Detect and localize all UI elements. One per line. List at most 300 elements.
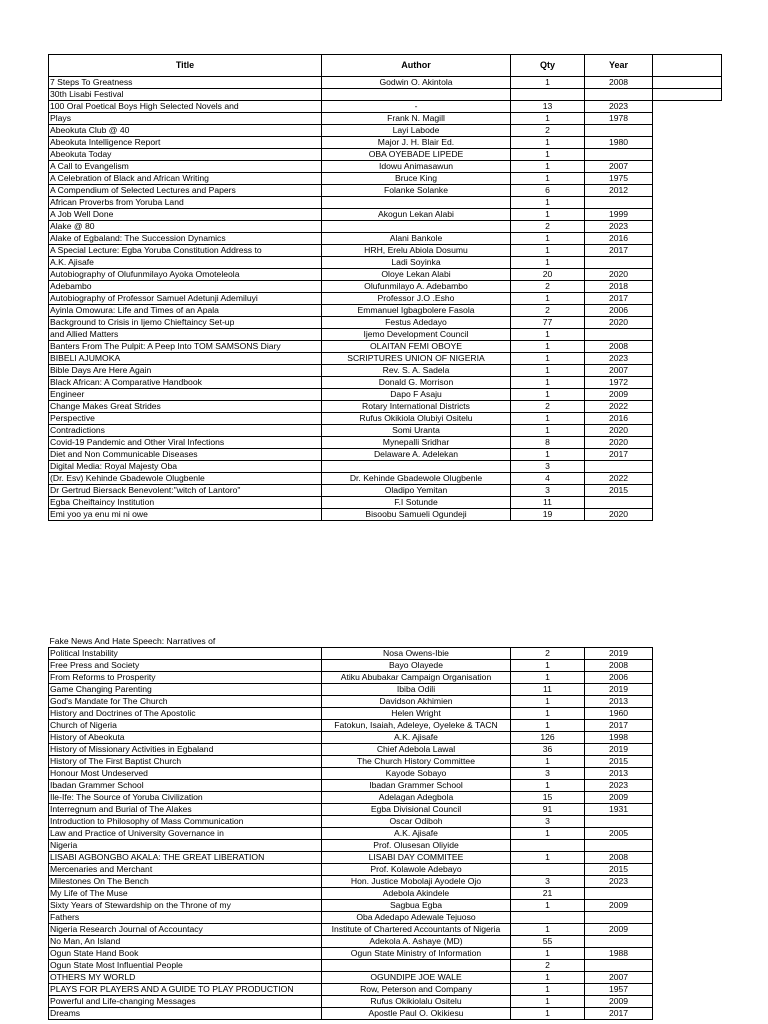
table-row (49, 257, 722, 269)
blank-cell (653, 461, 722, 473)
blank-cell (653, 804, 722, 816)
year-cell: 2019 (585, 744, 653, 756)
year-cell: 2020 (585, 269, 653, 281)
year-cell (585, 816, 653, 828)
blank-cell (653, 485, 722, 497)
author-cell: Rotary International Districts (322, 401, 511, 413)
title-cell: Background to Crisis in Ijemo Chieftaincy Set-up (49, 317, 322, 329)
table-row (49, 413, 722, 425)
table-row (49, 149, 722, 161)
blank-cell (653, 732, 722, 744)
title-cell: Honour Most Undeserved (49, 768, 322, 780)
year-cell: 2008 (585, 77, 653, 89)
title-cell: PLAYS FOR PLAYERS AND A GUIDE TO PLAY PRODUCTION (49, 984, 322, 996)
table-row (49, 161, 722, 173)
qty-cell: 126 (511, 732, 585, 744)
blank-cell (653, 89, 722, 101)
year-cell: 2006 (585, 305, 653, 317)
table-row (49, 684, 722, 696)
title-cell: Autobiography of Professor Samuel Adetunji Ademiluyi (49, 293, 322, 305)
year-cell (585, 461, 653, 473)
table-row (49, 960, 722, 972)
table-row (49, 449, 722, 461)
table-row (49, 389, 722, 401)
blank-cell (653, 425, 722, 437)
title-cell: Political Instability (49, 648, 322, 660)
author-cell: Donald G. Morrison (322, 377, 511, 389)
blank-cell (653, 341, 722, 353)
blank-cell (653, 960, 722, 972)
author-cell: Idowu Animasawun (322, 161, 511, 173)
author-cell: A.K. Ajisafe (322, 732, 511, 744)
author-cell: Row, Peterson and Company (322, 984, 511, 996)
blank-cell (653, 281, 722, 293)
title-cell: Ogun State Hand Book (49, 948, 322, 960)
blank-cell (653, 684, 722, 696)
blank-cell (653, 293, 722, 305)
table-row (49, 269, 722, 281)
qty-cell: 1 (511, 924, 585, 936)
author-cell: Adekola A. Ashaye (MD) (322, 936, 511, 948)
author-cell: Dapo F Asaju (322, 389, 511, 401)
blank-cell (653, 473, 722, 485)
qty-cell: 1 (511, 353, 585, 365)
caption-row (49, 636, 722, 648)
author-cell: SCRIPTURES UNION OF NIGERIA (322, 353, 511, 365)
qty-cell: 1 (511, 77, 585, 89)
author-cell: Godwin O. Akintola (322, 77, 511, 89)
blank-cell (653, 125, 722, 137)
year-cell: 2017 (585, 245, 653, 257)
year-cell: 2008 (585, 660, 653, 672)
table-row (49, 912, 722, 924)
table-row (49, 197, 722, 209)
author-cell: Rufus Okikiola Olubiyi Ositelu (322, 413, 511, 425)
title-cell: Ile-Ife: The Source of Yoruba Civilization (49, 792, 322, 804)
year-cell: 1980 (585, 137, 653, 149)
title-cell: 100 Oral Poetical Boys High Selected Novels and (49, 101, 322, 113)
author-cell: Alani Bankole (322, 233, 511, 245)
blank-cell (653, 77, 722, 89)
title-cell: Ayinla Omowura: Life and Times of an Apala (49, 305, 322, 317)
year-cell: 2018 (585, 281, 653, 293)
table-row (49, 377, 722, 389)
author-cell (322, 89, 511, 101)
year-cell: 2008 (585, 341, 653, 353)
title-cell: Dr Gertrud Biersack Benevolent:"witch of Lantoro" (49, 485, 322, 497)
table-row (49, 948, 722, 960)
title-cell: History of Missionary Activities in Egbaland (49, 744, 322, 756)
author-cell: Ibadan Grammer School (322, 780, 511, 792)
title-cell: My Life of The Muse (49, 888, 322, 900)
author-cell: Festus Adedayo (322, 317, 511, 329)
year-cell: 1975 (585, 173, 653, 185)
qty-cell: 3 (511, 876, 585, 888)
year-cell: 2017 (585, 449, 653, 461)
title-cell: and Allied Matters (49, 329, 322, 341)
blank-cell (653, 257, 722, 269)
author-cell (322, 461, 511, 473)
author-cell: Sagbua Egba (322, 900, 511, 912)
author-cell: Oscar Odiboh (322, 816, 511, 828)
blank-cell (653, 221, 722, 233)
qty-cell: 1 (511, 708, 585, 720)
author-cell: Helen Wright (322, 708, 511, 720)
author-cell: OLAITAN FEMI OBOYE (322, 341, 511, 353)
blank-cell (653, 876, 722, 888)
author-cell: Kayode Sobayo (322, 768, 511, 780)
title-cell: Interregnum and Burial of The Alakes (49, 804, 322, 816)
title-cell: OTHERS MY WORLD (49, 972, 322, 984)
year-cell: 2006 (585, 672, 653, 684)
year-cell: 2017 (585, 720, 653, 732)
table-row (49, 744, 722, 756)
author-cell: Dr. Kehinde Gbadewole Olugbenle (322, 473, 511, 485)
blank-cell (653, 900, 722, 912)
title-cell: Abeokuta Club @ 40 (49, 125, 322, 137)
author-cell: Ogun State Ministry of Information (322, 948, 511, 960)
blank-cell (653, 672, 722, 684)
title-cell: Covid-19 Pandemic and Other Viral Infections (49, 437, 322, 449)
author-cell: Hon. Justice Mobolaji Ayodele Ojo (322, 876, 511, 888)
title-cell: Free Press and Society (49, 660, 322, 672)
book-inventory-table (48, 54, 722, 521)
table-row (49, 401, 722, 413)
year-cell: 2008 (585, 852, 653, 864)
qty-cell: 1 (511, 425, 585, 437)
table-row (49, 125, 722, 137)
table-row (49, 792, 722, 804)
table-row (49, 245, 722, 257)
header-author: Author (322, 55, 511, 77)
blank-cell (653, 305, 722, 317)
author-cell: Folanke Solanke (322, 185, 511, 197)
table-row (49, 972, 722, 984)
blank-cell (653, 864, 722, 876)
blank-cell (653, 149, 722, 161)
year-cell (585, 497, 653, 509)
year-cell (585, 197, 653, 209)
table-row (49, 804, 722, 816)
author-cell: Ladi Soyinka (322, 257, 511, 269)
title-cell: Dreams (49, 1008, 322, 1020)
title-cell: 30th Lisabi Festival (49, 89, 322, 101)
title-cell: No Man, An Island (49, 936, 322, 948)
author-cell: Adebola Akindele (322, 888, 511, 900)
qty-cell: 1 (511, 852, 585, 864)
title-cell: A Call to Evangelism (49, 161, 322, 173)
qty-cell: 2 (511, 648, 585, 660)
qty-cell: 20 (511, 269, 585, 281)
title-cell: Introduction to Philosophy of Mass Communication (49, 816, 322, 828)
title-cell: Black African: A Comparative Handbook (49, 377, 322, 389)
year-cell (585, 912, 653, 924)
blank-cell (653, 269, 722, 281)
qty-cell: 1 (511, 137, 585, 149)
blank-cell (653, 972, 722, 984)
title-cell: A Special Lecture: Egba Yoruba Constitution Address to (49, 245, 322, 257)
table-row (49, 209, 722, 221)
table-row (49, 353, 722, 365)
title-cell: LISABI AGBONGBO AKALA: THE GREAT LIBERATION (49, 852, 322, 864)
title-cell: Ibadan Grammer School (49, 780, 322, 792)
title-cell: Contradictions (49, 425, 322, 437)
year-cell: 1957 (585, 984, 653, 996)
author-cell: Olufunmilayo A. Adebambo (322, 281, 511, 293)
title-cell: Egba Cheiftaincy Institution (49, 497, 322, 509)
blank-cell (653, 948, 722, 960)
author-cell: Akogun Lekan Alabi (322, 209, 511, 221)
table-row (49, 329, 722, 341)
author-cell (322, 960, 511, 972)
year-cell: 2016 (585, 233, 653, 245)
author-cell: Bayo Olayede (322, 660, 511, 672)
year-cell: 2022 (585, 401, 653, 413)
table-row (49, 221, 722, 233)
year-cell: 2023 (585, 780, 653, 792)
table-row (49, 720, 722, 732)
qty-cell: 1 (511, 245, 585, 257)
header-row (49, 55, 722, 77)
table-row (49, 485, 722, 497)
table-row (49, 828, 722, 840)
qty-cell: 55 (511, 936, 585, 948)
title-cell: Alake @ 80 (49, 221, 322, 233)
title-cell: Ogun State Most Influential People (49, 960, 322, 972)
qty-cell (511, 912, 585, 924)
year-cell: 2009 (585, 792, 653, 804)
qty-cell: 2 (511, 960, 585, 972)
year-cell: 2023 (585, 221, 653, 233)
qty-cell: 1 (511, 341, 585, 353)
qty-cell (511, 840, 585, 852)
author-cell: OBA OYEBADE LIPEDE (322, 149, 511, 161)
qty-cell: 1 (511, 365, 585, 377)
table-row (49, 509, 722, 521)
qty-cell: 1 (511, 329, 585, 341)
blank-cell (653, 137, 722, 149)
table-row (49, 708, 722, 720)
table-row (49, 461, 722, 473)
title-cell: Diet and Non Communicable Diseases (49, 449, 322, 461)
year-cell: 1988 (585, 948, 653, 960)
blank-cell (653, 377, 722, 389)
blank-cell (653, 353, 722, 365)
title-cell: Emi yoo ya enu mi ni owe (49, 509, 322, 521)
blank-cell (653, 437, 722, 449)
title-cell: Powerful and Life-changing Messages (49, 996, 322, 1008)
table-row (49, 365, 722, 377)
qty-cell (511, 864, 585, 876)
blank-cell (653, 245, 722, 257)
author-cell: Nosa Owens-Ibie (322, 648, 511, 660)
title-cell: Plays (49, 113, 322, 125)
qty-cell: 2 (511, 221, 585, 233)
author-cell: Apostle Paul O. Okikiesu (322, 1008, 511, 1020)
qty-cell: 1 (511, 233, 585, 245)
author-cell: Professor J.O .Esho (322, 293, 511, 305)
title-cell: Alake of Egbaland: The Succession Dynamics (49, 233, 322, 245)
author-cell: Frank N. Magill (322, 113, 511, 125)
table-row (49, 924, 722, 936)
blank-cell (653, 317, 722, 329)
blank-cell (653, 497, 722, 509)
year-cell (585, 149, 653, 161)
header-year: Year (585, 55, 653, 77)
table-row (49, 137, 722, 149)
qty-cell: 3 (511, 461, 585, 473)
author-cell: A.K. Ajisafe (322, 828, 511, 840)
blank-cell (653, 792, 722, 804)
blank-cell (653, 101, 722, 113)
year-cell (585, 329, 653, 341)
table-row (49, 756, 722, 768)
blank-cell (653, 912, 722, 924)
qty-cell: 11 (511, 684, 585, 696)
qty-cell: 1 (511, 449, 585, 461)
title-cell: Digital Media: Royal Majesty Oba (49, 461, 322, 473)
year-cell: 2015 (585, 864, 653, 876)
year-cell: 2019 (585, 684, 653, 696)
blank-cell (653, 329, 722, 341)
title-cell: Adebambo (49, 281, 322, 293)
author-cell: Bisoobu Samueli Ogundeji (322, 509, 511, 521)
qty-cell: 15 (511, 792, 585, 804)
qty-cell: 1 (511, 173, 585, 185)
title-cell: Abeokuta Today (49, 149, 322, 161)
qty-cell: 19 (511, 509, 585, 521)
author-cell: Institute of Chartered Accountants of Nigeria (322, 924, 511, 936)
author-cell: Prof. Kolawole Adebayo (322, 864, 511, 876)
blank-cell (653, 365, 722, 377)
year-cell: 2007 (585, 365, 653, 377)
author-cell: Adelagan Adegbola (322, 792, 511, 804)
title-cell: History of Abeokuta (49, 732, 322, 744)
blank-cell (653, 780, 722, 792)
qty-cell: 8 (511, 437, 585, 449)
blank-cell (653, 840, 722, 852)
year-cell: 1999 (585, 209, 653, 221)
author-cell: Atiku Abubakar Campaign Organisation (322, 672, 511, 684)
year-cell: 2009 (585, 996, 653, 1008)
qty-cell: 4 (511, 473, 585, 485)
blank-cell (653, 744, 722, 756)
table-row (49, 173, 722, 185)
qty-cell: 1 (511, 672, 585, 684)
blank-cell (653, 1008, 722, 1020)
title-cell: Church of Nigeria (49, 720, 322, 732)
title-cell: Milestones On The Bench (49, 876, 322, 888)
author-cell: OGUNDIPE JOE WALE (322, 972, 511, 984)
year-cell (585, 960, 653, 972)
qty-cell: 1 (511, 900, 585, 912)
caption-cell: Fake News And Hate Speech: Narratives of (49, 636, 216, 646)
year-cell: 2013 (585, 696, 653, 708)
table-row (49, 293, 722, 305)
blank-cell (653, 924, 722, 936)
year-cell: 1978 (585, 113, 653, 125)
year-cell (585, 840, 653, 852)
title-cell: (Dr. Esv) Kehinde Gbadewole Olugbenle (49, 473, 322, 485)
table-row (49, 185, 722, 197)
table-row (49, 1008, 722, 1020)
title-cell: A.K. Ajisafe (49, 257, 322, 269)
qty-cell: 3 (511, 768, 585, 780)
qty-cell: 1 (511, 756, 585, 768)
year-cell: 2017 (585, 293, 653, 305)
year-cell: 2013 (585, 768, 653, 780)
blank-cell (653, 233, 722, 245)
qty-cell: 77 (511, 317, 585, 329)
title-cell: Bible Days Are Here Again (49, 365, 322, 377)
qty-cell: 1 (511, 149, 585, 161)
year-cell: 2012 (585, 185, 653, 197)
title-cell: Engineer (49, 389, 322, 401)
table-row (49, 768, 722, 780)
year-cell: 2016 (585, 413, 653, 425)
blank-cell (653, 660, 722, 672)
qty-cell: 2 (511, 305, 585, 317)
blank-cell (653, 828, 722, 840)
table-row (49, 317, 722, 329)
year-cell: 2023 (585, 876, 653, 888)
qty-cell: 36 (511, 744, 585, 756)
blank-cell (653, 209, 722, 221)
author-cell: Rufus Okikiolalu Ositelu (322, 996, 511, 1008)
qty-cell: 1 (511, 1008, 585, 1020)
author-cell: Chief Adebola Lawal (322, 744, 511, 756)
table-row (49, 660, 722, 672)
table-row (49, 984, 722, 996)
author-cell: Davidson Akhimien (322, 696, 511, 708)
year-cell: 2020 (585, 425, 653, 437)
header-title: Title (49, 55, 322, 77)
qty-cell: 2 (511, 401, 585, 413)
year-cell (585, 89, 653, 101)
qty-cell: 1 (511, 413, 585, 425)
year-cell: 2015 (585, 756, 653, 768)
year-cell: 2020 (585, 317, 653, 329)
qty-cell (511, 89, 585, 101)
blank-cell (653, 708, 722, 720)
author-cell: HRH, Erelu Abiola Dosumu (322, 245, 511, 257)
title-cell: African Proverbs from Yoruba Land (49, 197, 322, 209)
qty-cell: 2 (511, 281, 585, 293)
title-cell: A Celebration of Black and African Writing (49, 173, 322, 185)
author-cell: Ibiba Odili (322, 684, 511, 696)
blank-cell (653, 816, 722, 828)
qty-cell: 91 (511, 804, 585, 816)
author-cell: Oba Adedapo Adewale Tejuoso (322, 912, 511, 924)
author-cell: Oloye Lekan Alabi (322, 269, 511, 281)
author-cell: Major J. H. Blair Ed. (322, 137, 511, 149)
blank-cell (653, 449, 722, 461)
year-cell: 2020 (585, 509, 653, 521)
title-cell: Banters From The Pulpit: A Peep Into TOM SAMSONS Diary (49, 341, 322, 353)
title-cell: Autobiography of Olufunmilayo Ayoka Omoteleola (49, 269, 322, 281)
table-row (49, 696, 722, 708)
blank-cell (653, 888, 722, 900)
title-cell: BIBELI AJUMOKA (49, 353, 322, 365)
year-cell: 2007 (585, 161, 653, 173)
table-row (49, 77, 722, 89)
year-cell: 2007 (585, 972, 653, 984)
year-cell: 1931 (585, 804, 653, 816)
qty-cell: 3 (511, 816, 585, 828)
qty-cell: 13 (511, 101, 585, 113)
qty-cell: 1 (511, 780, 585, 792)
table-row (49, 341, 722, 353)
